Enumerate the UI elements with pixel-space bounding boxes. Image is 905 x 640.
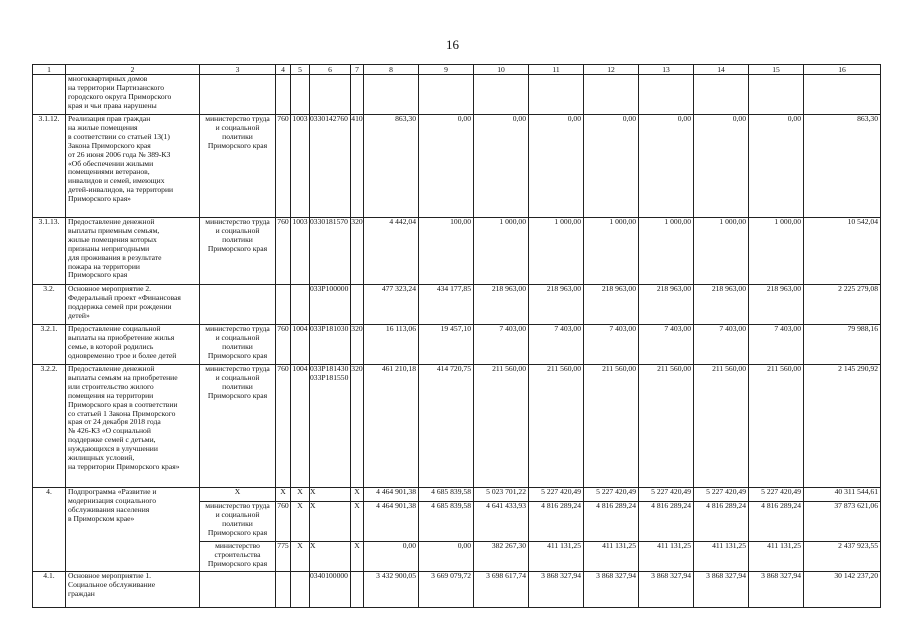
amount-cell: 40 311 544,61 <box>804 488 881 502</box>
grbs-cell: 760 <box>276 325 291 365</box>
amount-cell: 211 560,00 <box>474 365 529 488</box>
amount-cell: 3 868 327,94 <box>694 572 749 608</box>
table-row <box>33 285 881 325</box>
measure-name-cell: Предоставление социальной выплаты на приобретение жилья семье, в которой родились одновременно трое и более детей <box>66 325 200 365</box>
measure-name-cell: Предоставление денежной выплаты приемным семьям, жилые помещения которых признаны непригодными для проживания в результате пожара на территории Приморского края <box>66 218 200 285</box>
expense-type-cell <box>351 285 364 325</box>
target-article-cell <box>310 75 351 115</box>
amount-cell: 1 000,00 <box>749 218 804 285</box>
section-cell: 1004 <box>291 325 310 365</box>
amount-cell: 218 963,00 <box>639 285 694 325</box>
amount-cell: 4 816 289,24 <box>584 502 639 542</box>
executor-cell: министерство труда и социальной политики Приморского края <box>200 502 276 542</box>
header-cell: 4 <box>276 65 291 75</box>
amount-cell <box>364 75 419 115</box>
amount-cell <box>639 75 694 115</box>
measure-name-cell: многоквартирных домов на территории Партизанского городского округа Приморского края и чьи права нарушены <box>66 75 200 115</box>
amount-cell: 1 000,00 <box>584 218 639 285</box>
grbs-cell: 775 <box>276 542 291 572</box>
amount-cell: 211 560,00 <box>529 365 584 488</box>
amount-cell: 3 868 327,94 <box>584 572 639 608</box>
amount-cell: 211 560,00 <box>639 365 694 488</box>
expense-type-cell <box>351 572 364 608</box>
amount-cell: 461 210,18 <box>364 365 419 488</box>
row-number-cell <box>33 75 66 115</box>
expense-type-cell <box>351 75 364 115</box>
amount-cell: 411 131,25 <box>639 542 694 572</box>
amount-cell: 1 000,00 <box>474 218 529 285</box>
amount-cell: 5 227 420,49 <box>529 488 584 502</box>
row-number-cell: 3.1.12. <box>33 115 66 218</box>
amount-cell <box>694 75 749 115</box>
header-cell: 10 <box>474 65 529 75</box>
expense-type-cell: 410 <box>351 115 364 218</box>
amount-cell: 3 432 900,05 <box>364 572 419 608</box>
amount-cell: 1 000,00 <box>639 218 694 285</box>
amount-cell: 0,00 <box>419 542 474 572</box>
amount-cell: 4 442,04 <box>364 218 419 285</box>
amount-cell: 1 000,00 <box>694 218 749 285</box>
amount-cell: 19 457,10 <box>419 325 474 365</box>
amount-cell: 3 669 079,72 <box>419 572 474 608</box>
header-row <box>33 65 881 75</box>
section-cell: 1003 <box>291 218 310 285</box>
amount-cell: 7 403,00 <box>694 325 749 365</box>
row-number-cell: 3.2. <box>33 285 66 325</box>
header-cell: 15 <box>749 65 804 75</box>
target-article-cell: Х <box>310 542 351 572</box>
amount-cell: 4 816 289,24 <box>639 502 694 542</box>
target-article-cell: 033P181430 033P181550 <box>310 365 351 488</box>
amount-cell: 7 403,00 <box>639 325 694 365</box>
executor-cell <box>200 285 276 325</box>
amount-cell <box>474 75 529 115</box>
amount-cell: 382 267,30 <box>474 542 529 572</box>
amount-cell: 434 177,85 <box>419 285 474 325</box>
amount-cell <box>749 75 804 115</box>
grbs-cell: 760 <box>276 115 291 218</box>
header-cell: 7 <box>351 65 364 75</box>
amount-cell: 3 868 327,94 <box>639 572 694 608</box>
row-number-cell: 3.1.13. <box>33 218 66 285</box>
amount-cell: 0,00 <box>584 115 639 218</box>
expense-type-cell: 320 <box>351 325 364 365</box>
header-cell: 8 <box>364 65 419 75</box>
grbs-cell: 760 <box>276 218 291 285</box>
amount-cell: 218 963,00 <box>694 285 749 325</box>
amount-cell: 7 403,00 <box>749 325 804 365</box>
amount-cell: 5 227 420,49 <box>639 488 694 502</box>
header-cell: 2 <box>66 65 200 75</box>
amount-cell: 5 227 420,49 <box>694 488 749 502</box>
amount-cell: 2 145 290,92 <box>804 365 881 488</box>
expense-type-cell: Х <box>351 542 364 572</box>
amount-cell: 100,00 <box>419 218 474 285</box>
amount-cell: 211 560,00 <box>694 365 749 488</box>
section-cell: 1003 <box>291 115 310 218</box>
expense-type-cell: 320 <box>351 365 364 488</box>
grbs-cell <box>276 75 291 115</box>
amount-cell: 0,00 <box>419 115 474 218</box>
amount-cell: 3 868 327,94 <box>529 572 584 608</box>
amount-cell: 4 685 839,58 <box>419 488 474 502</box>
table-row <box>33 218 881 285</box>
target-article-cell: 033P100000 <box>310 285 351 325</box>
amount-cell: 5 023 701,22 <box>474 488 529 502</box>
target-article-cell: Х <box>310 488 351 502</box>
amount-cell: 0,00 <box>749 115 804 218</box>
amount-cell: 414 720,75 <box>419 365 474 488</box>
executor-cell <box>200 572 276 608</box>
amount-cell: 0,00 <box>474 115 529 218</box>
executor-cell <box>200 75 276 115</box>
section-cell: Х <box>291 542 310 572</box>
header-cell: 11 <box>529 65 584 75</box>
amount-cell: 4 685 839,58 <box>419 502 474 542</box>
measure-name-cell: Основное мероприятие 2. Федеральный проект «Финансовая поддержка семей при рождении детей» <box>66 285 200 325</box>
table-row <box>33 488 881 502</box>
executor-cell: министерство строительства Приморского края <box>200 542 276 572</box>
amount-cell: 3 868 327,94 <box>749 572 804 608</box>
target-article-cell: 033P181030 <box>310 325 351 365</box>
amount-cell: 7 403,00 <box>529 325 584 365</box>
section-cell: Х <box>291 502 310 542</box>
target-article-cell: 0330142760 <box>310 115 351 218</box>
grbs-cell: 760 <box>276 502 291 542</box>
page-number: 16 <box>446 37 459 52</box>
amount-cell: 411 131,25 <box>584 542 639 572</box>
section-cell <box>291 285 310 325</box>
amount-cell: 0,00 <box>364 542 419 572</box>
expense-type-cell: 320 <box>351 218 364 285</box>
amount-cell <box>529 75 584 115</box>
row-number-cell: 4.1. <box>33 572 66 608</box>
amount-cell: 3 698 617,74 <box>474 572 529 608</box>
amount-cell: 16 113,06 <box>364 325 419 365</box>
amount-cell: 5 227 420,49 <box>584 488 639 502</box>
target-article-cell: Х <box>310 502 351 542</box>
grbs-cell <box>276 285 291 325</box>
amount-cell: 79 988,16 <box>804 325 881 365</box>
table-row <box>33 115 881 218</box>
header-cell: 3 <box>200 65 276 75</box>
amount-cell: 863,30 <box>364 115 419 218</box>
expense-type-cell: Х <box>351 502 364 542</box>
amount-cell: 2 437 923,55 <box>804 542 881 572</box>
executor-cell: министерство труда и социальной политики Приморского края <box>200 325 276 365</box>
target-article-cell: 0340100000 <box>310 572 351 608</box>
amount-cell: 5 227 420,49 <box>749 488 804 502</box>
header-cell: 6 <box>310 65 351 75</box>
amount-cell: 7 403,00 <box>584 325 639 365</box>
amount-cell: 7 403,00 <box>474 325 529 365</box>
amount-cell: 218 963,00 <box>749 285 804 325</box>
amount-cell <box>584 75 639 115</box>
amount-cell: 218 963,00 <box>584 285 639 325</box>
measure-name-cell: Основное мероприятие 1. Социальное обслуживание граждан <box>66 572 200 608</box>
table-row <box>33 75 881 115</box>
grbs-cell: Х <box>276 488 291 502</box>
amount-cell: 218 963,00 <box>474 285 529 325</box>
measure-name-cell: Реализация прав граждан на жилые помещения в соответствии со статьей 13(1) Закона Приморского края от 26 июня 2006 года № 389-КЗ «Об обеспечении жилыми помещениями ветеранов, инвалидов и семей, имеющих детей-инвалидов, на территории Приморского края» <box>66 115 200 218</box>
grbs-cell <box>276 572 291 608</box>
section-cell <box>291 75 310 115</box>
row-number-cell: 3.2.1. <box>33 325 66 365</box>
header-cell: 12 <box>584 65 639 75</box>
amount-cell: 4 464 901,38 <box>364 502 419 542</box>
section-cell <box>291 572 310 608</box>
amount-cell: 411 131,25 <box>749 542 804 572</box>
amount-cell: 411 131,25 <box>529 542 584 572</box>
amount-cell: 1 000,00 <box>529 218 584 285</box>
amount-cell: 0,00 <box>529 115 584 218</box>
amount-cell: 4 464 901,38 <box>364 488 419 502</box>
section-cell: Х <box>291 488 310 502</box>
header-cell: 14 <box>694 65 749 75</box>
amount-cell: 211 560,00 <box>584 365 639 488</box>
amount-cell: 0,00 <box>694 115 749 218</box>
budget-table <box>32 64 881 608</box>
amount-cell: 211 560,00 <box>749 365 804 488</box>
header-cell: 16 <box>804 65 881 75</box>
measure-name-cell: Предоставление денежной выплаты семьям на приобретение или строительство жилого помещения на территории Приморского края в соответствии со статьей 1 Закона Приморского края от 24 декабря 2018 года № 426-КЗ «О социальной поддержке семей с детьми, нуждающихся в улучшении жилищных условий, на территории Приморского края» <box>66 365 200 488</box>
executor-cell: министерство труда и социальной политики Приморского края <box>200 365 276 488</box>
target-article-cell: 0330181570 <box>310 218 351 285</box>
amount-cell: 2 225 279,08 <box>804 285 881 325</box>
row-number-cell: 4. <box>33 488 66 572</box>
amount-cell: 477 323,24 <box>364 285 419 325</box>
header-cell: 9 <box>419 65 474 75</box>
amount-cell: 411 131,25 <box>694 542 749 572</box>
table-row <box>33 572 881 608</box>
amount-cell: 30 142 237,20 <box>804 572 881 608</box>
header-cell: 13 <box>639 65 694 75</box>
amount-cell: 4 816 289,24 <box>529 502 584 542</box>
measure-name-cell: Подпрограмма «Развитие и модернизация социального обслуживания населения в Приморском крае» <box>66 488 200 572</box>
row-number-cell: 3.2.2. <box>33 365 66 488</box>
amount-cell: 37 873 621,06 <box>804 502 881 542</box>
amount-cell: 4 816 289,24 <box>694 502 749 542</box>
header-cell: 5 <box>291 65 310 75</box>
amount-cell <box>419 75 474 115</box>
executor-cell: Х <box>200 488 276 502</box>
amount-cell: 4 641 433,93 <box>474 502 529 542</box>
executor-cell: министерство труда и социальной политики Приморского края <box>200 115 276 218</box>
table-row <box>33 325 881 365</box>
table-row <box>33 365 881 488</box>
amount-cell: 863,30 <box>804 115 881 218</box>
executor-cell: министерство труда и социальной политики Приморского края <box>200 218 276 285</box>
expense-type-cell: Х <box>351 488 364 502</box>
amount-cell <box>804 75 881 115</box>
header-cell: 1 <box>33 65 66 75</box>
amount-cell: 218 963,00 <box>529 285 584 325</box>
amount-cell: 10 542,04 <box>804 218 881 285</box>
amount-cell: 4 816 289,24 <box>749 502 804 542</box>
section-cell: 1004 <box>291 365 310 488</box>
amount-cell: 0,00 <box>639 115 694 218</box>
grbs-cell: 760 <box>276 365 291 488</box>
